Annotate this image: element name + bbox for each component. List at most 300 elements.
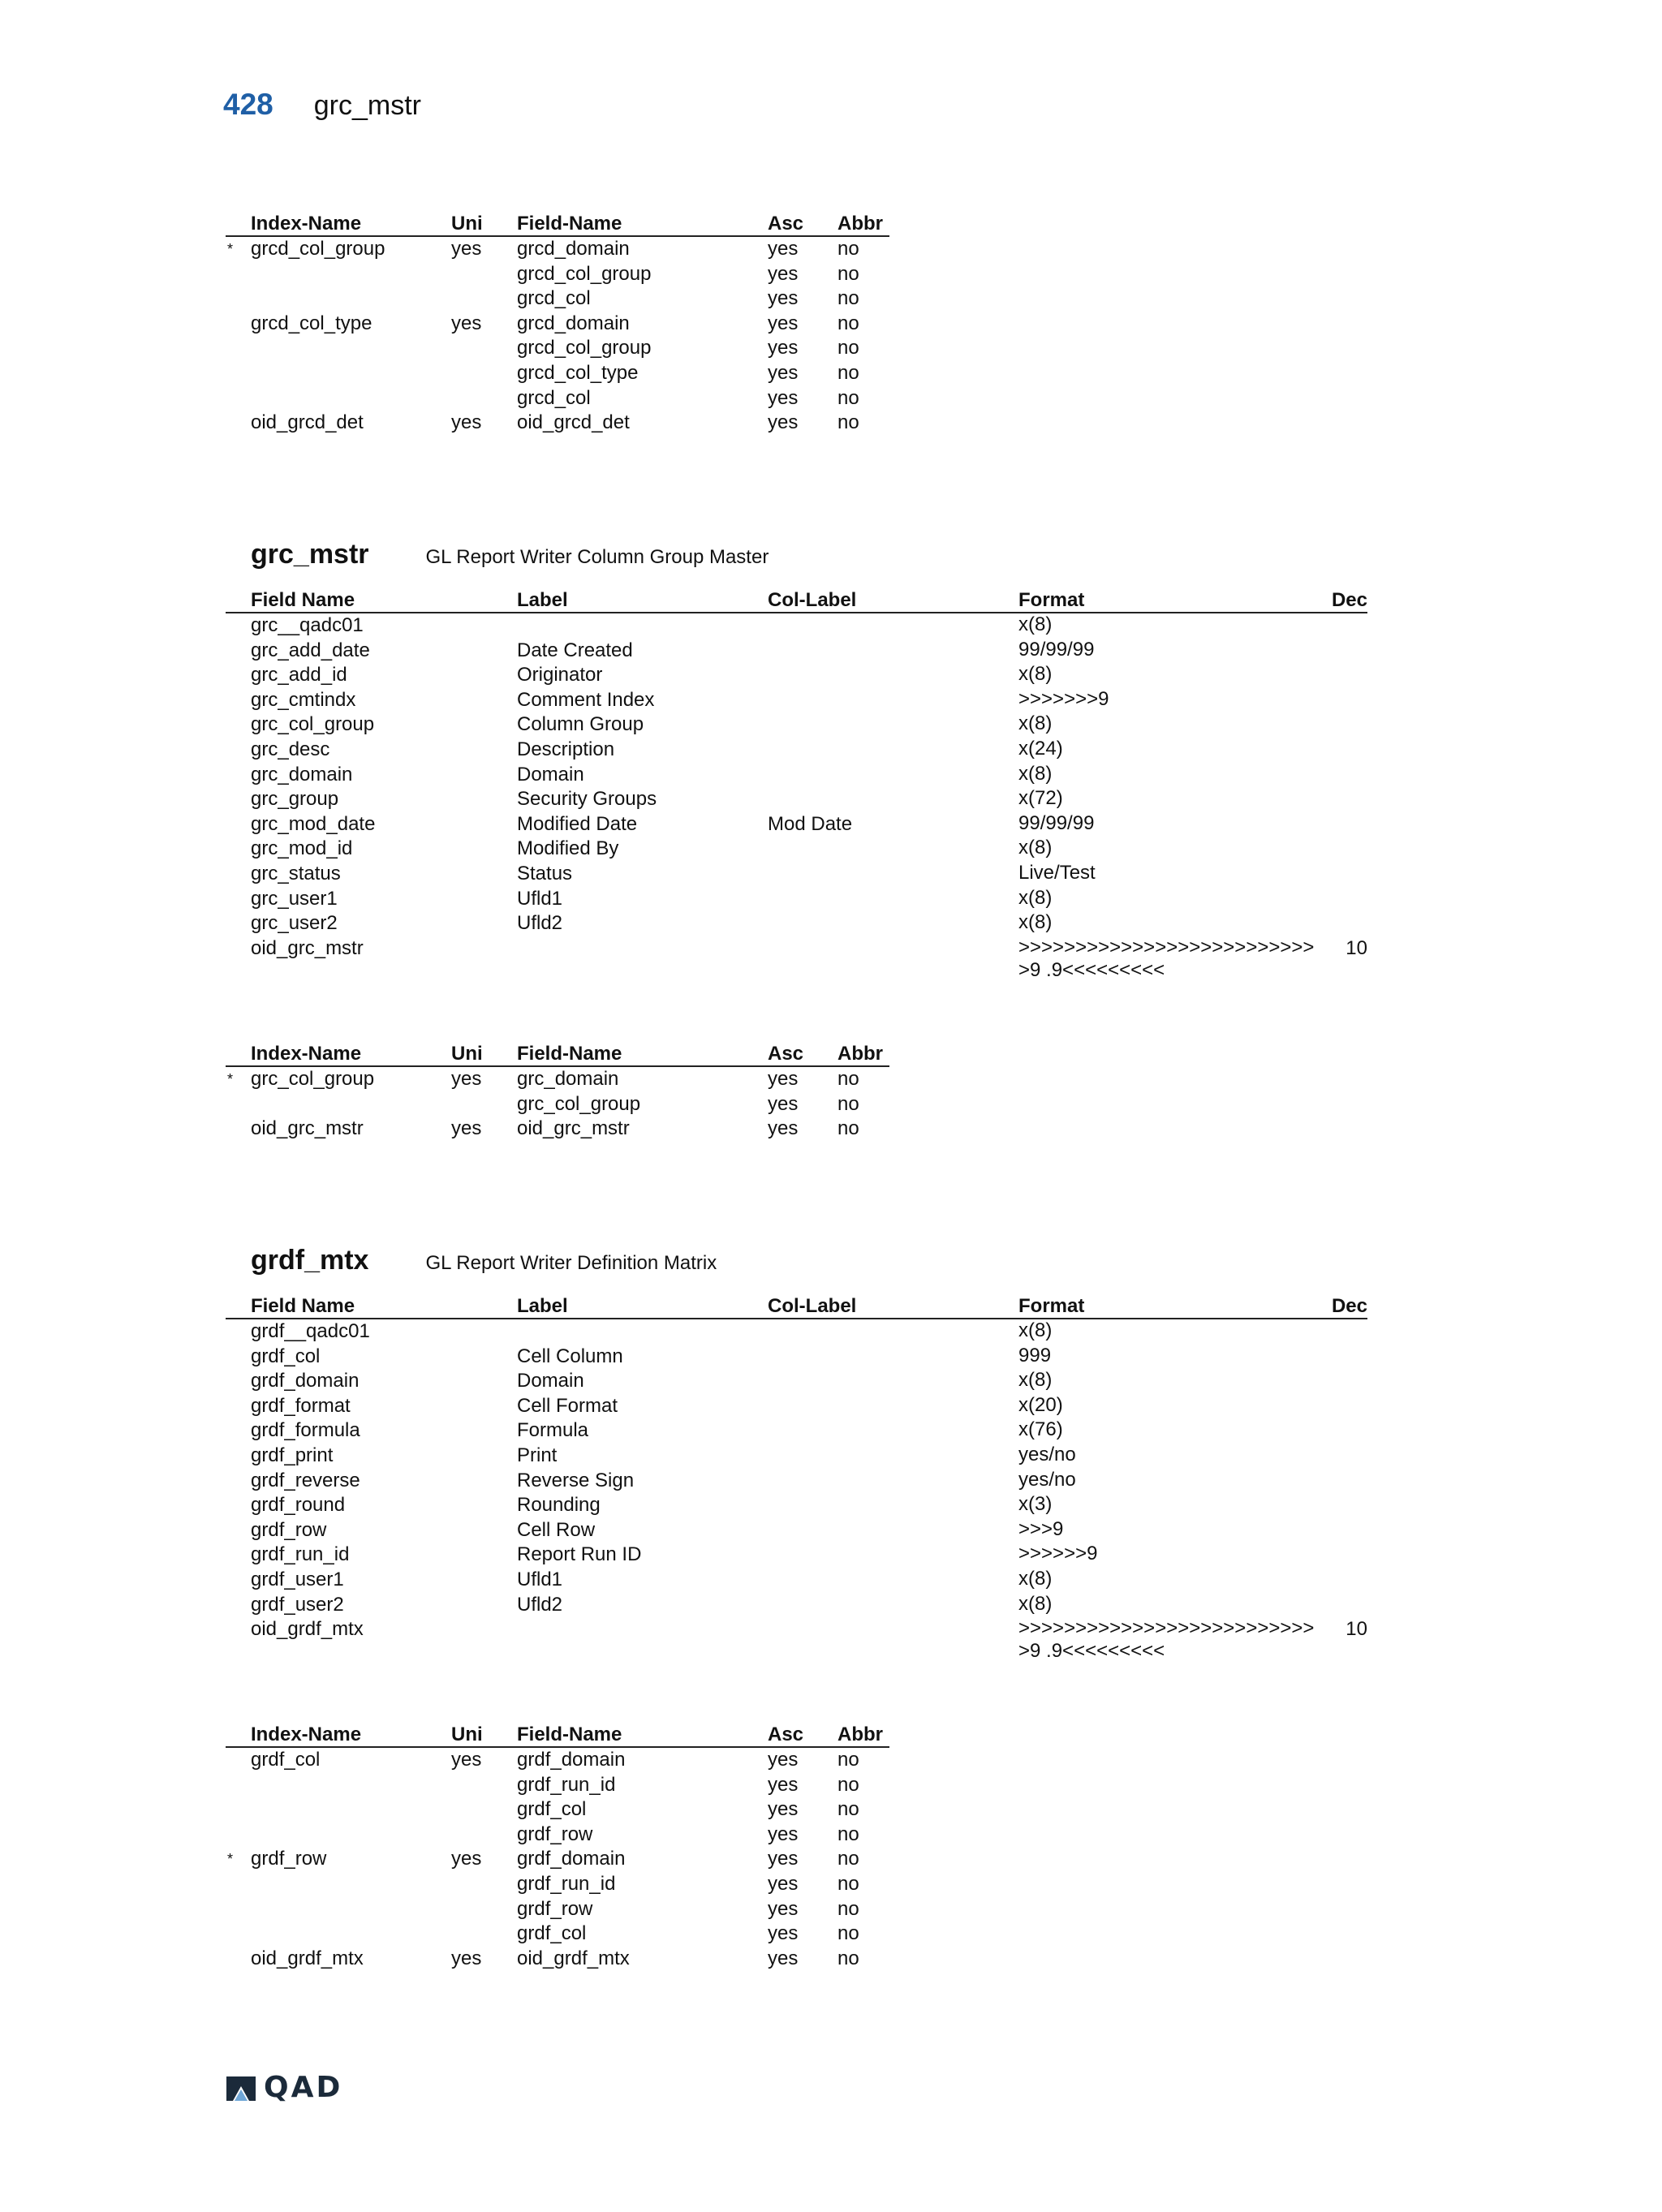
- field-name: grdf_reverse: [251, 1469, 360, 1491]
- dec-header: Dec: [1319, 589, 1367, 613]
- primary-index-marker: [226, 336, 251, 361]
- abbreviated-flag: no: [837, 1897, 859, 1920]
- abbr-header: Abbr: [837, 1724, 889, 1747]
- column-label: [768, 887, 1018, 912]
- field-row: [226, 1418, 1367, 1444]
- field-row: [226, 639, 1367, 664]
- index-row: [226, 312, 889, 337]
- field-format: >>>>>>9: [1018, 1543, 1098, 1565]
- field-row: [226, 688, 1367, 713]
- field-name: grc_status: [251, 862, 341, 884]
- index-name: grdf_col: [251, 1749, 321, 1771]
- field-row: [226, 1617, 1367, 1663]
- abbreviated-flag: no: [837, 411, 859, 434]
- column-label: [768, 688, 1018, 713]
- index-row: [226, 1947, 889, 1972]
- primary-index-marker: [226, 1797, 251, 1823]
- index-name: [251, 1922, 451, 1947]
- field-format: x(8): [1018, 1567, 1053, 1590]
- field-label: Print: [517, 1444, 558, 1466]
- ascending-flag: yes: [768, 1897, 799, 1920]
- field-name: oid_grdf_mtx: [251, 1618, 364, 1641]
- index-name: [251, 1773, 451, 1798]
- section-heading-grc-mstr: [251, 539, 769, 570]
- field-label: Ufld2: [517, 1593, 563, 1616]
- field-format: x(8): [1018, 911, 1053, 934]
- decimals: [1319, 1568, 1367, 1593]
- decimals: [1319, 1543, 1367, 1568]
- index-row: [226, 386, 889, 411]
- primary-index-marker: [226, 1747, 251, 1773]
- column-label: [768, 1345, 1018, 1370]
- field-name-header: Field-Name: [517, 1724, 768, 1747]
- field-row: [226, 613, 1367, 639]
- decimals: [1319, 1493, 1367, 1518]
- abbreviated-flag: no: [837, 1872, 859, 1895]
- field-name: grdf_domain: [517, 1749, 626, 1771]
- dec-header: Dec: [1319, 1295, 1367, 1319]
- field-name: grdf_domain: [517, 1848, 626, 1870]
- decimals: [1319, 1369, 1367, 1394]
- table-description: GL Report Writer Column Group Master: [425, 546, 769, 568]
- index-name: [251, 1897, 451, 1922]
- field-format: x(8): [1018, 613, 1053, 635]
- format-header: Format: [1018, 1295, 1319, 1319]
- index-row: [226, 1747, 889, 1773]
- index-row: [226, 411, 889, 436]
- field-name-header: Field Name: [251, 1295, 517, 1319]
- index-name: grdf_row: [251, 1848, 327, 1870]
- unique-flag: [451, 361, 517, 386]
- primary-index-marker: [226, 1823, 251, 1848]
- unique-flag: yes: [451, 1749, 482, 1771]
- field-name-header: Field-Name: [517, 213, 768, 236]
- field-name: grc_group: [251, 788, 339, 811]
- column-label: [768, 738, 1018, 763]
- field-row: [226, 738, 1367, 763]
- label-header: Label: [517, 1295, 768, 1319]
- field-row: [226, 1369, 1367, 1394]
- ascending-flag: yes: [768, 411, 799, 434]
- decimals: [1319, 812, 1367, 837]
- abbreviated-flag: no: [837, 287, 859, 310]
- index-row: [226, 1897, 889, 1922]
- table-name: grdf_mtx: [251, 1245, 369, 1276]
- field-format: x(3): [1018, 1493, 1053, 1516]
- field-format: >>>>>>>>>>>>>>>>>>>>>>>>>>>9 .9<<<<<<<<<: [1018, 1617, 1315, 1663]
- field-label: Date Created: [517, 639, 633, 661]
- field-name: grdf__qadc01: [251, 1320, 370, 1342]
- ascending-flag: yes: [768, 1092, 799, 1115]
- field-name: grcd_col_group: [517, 262, 652, 285]
- column-label: [768, 1493, 1018, 1518]
- decimals: 10: [1346, 1618, 1367, 1641]
- field-format: x(8): [1018, 663, 1053, 686]
- index-row: [226, 286, 889, 312]
- index-name: oid_grdf_mtx: [251, 1947, 364, 1969]
- field-row: [226, 1469, 1367, 1494]
- abbreviated-flag: no: [837, 1848, 859, 1870]
- column-label: [768, 663, 1018, 688]
- index-name-header: Index-Name: [251, 213, 451, 236]
- unique-flag: [451, 1797, 517, 1823]
- column-label: [768, 1469, 1018, 1494]
- field-name-header: Field Name: [251, 589, 517, 613]
- field-name: grdf_formula: [251, 1419, 360, 1442]
- field-format: x(24): [1018, 737, 1063, 760]
- decimals: [1319, 613, 1367, 639]
- field-format: x(8): [1018, 1369, 1053, 1392]
- index-name: [251, 1823, 451, 1848]
- asc-header: Asc: [768, 213, 837, 236]
- page-header: [223, 88, 421, 131]
- field-name: grcd_col_group: [517, 337, 652, 359]
- ascending-flag: yes: [768, 361, 799, 384]
- index-header-row: [226, 1043, 889, 1066]
- field-row: [226, 1345, 1367, 1370]
- field-name: grcd_col_type: [517, 361, 639, 384]
- field-row: [226, 1593, 1367, 1618]
- ascending-flag: yes: [768, 262, 799, 285]
- ascending-flag: yes: [768, 1947, 799, 1969]
- index-name: oid_grc_mstr: [251, 1117, 364, 1140]
- grcd-det-index-table: [226, 213, 889, 436]
- decimals: [1319, 1319, 1367, 1345]
- field-name: grcd_col: [517, 287, 591, 310]
- index-row: [226, 1117, 889, 1142]
- field-format: x(20): [1018, 1393, 1063, 1416]
- asc-header: Asc: [768, 1724, 837, 1747]
- abbreviated-flag: no: [837, 1068, 859, 1090]
- decimals: [1319, 712, 1367, 738]
- index-row: [226, 1066, 889, 1092]
- ascending-flag: yes: [768, 287, 799, 310]
- index-name: [251, 336, 451, 361]
- decimals: [1319, 1593, 1367, 1618]
- unique-flag: yes: [451, 411, 482, 434]
- index-name: [251, 1092, 451, 1117]
- decimals: 10: [1346, 936, 1367, 959]
- ascending-flag: yes: [768, 1749, 799, 1771]
- format-header: Format: [1018, 589, 1319, 613]
- field-label: Status: [517, 862, 573, 884]
- column-label: [768, 862, 1018, 887]
- field-row: [226, 911, 1367, 936]
- field-label: Column Group: [517, 713, 644, 736]
- decimals: [1319, 1345, 1367, 1370]
- field-name: grc_col_group: [251, 713, 375, 736]
- index-row: [226, 1922, 889, 1947]
- primary-index-marker: [226, 262, 251, 287]
- ascending-flag: yes: [768, 337, 799, 359]
- field-format: x(8): [1018, 1319, 1053, 1341]
- abbreviated-flag: no: [837, 1947, 859, 1969]
- logo-text: QAD: [264, 2071, 343, 2104]
- unique-flag: yes: [451, 1068, 482, 1090]
- abbreviated-flag: no: [837, 1749, 859, 1771]
- field-format: 99/99/99: [1018, 638, 1095, 661]
- index-name: oid_grcd_det: [251, 411, 364, 434]
- primary-index-marker: [226, 411, 251, 436]
- decimals: [1319, 911, 1367, 936]
- primary-index-marker: *: [227, 241, 234, 257]
- primary-index-marker: [226, 1773, 251, 1798]
- field-label: [517, 613, 768, 639]
- field-label: Rounding: [517, 1494, 601, 1517]
- field-label: Report Run ID: [517, 1543, 642, 1566]
- field-label: [517, 1617, 768, 1663]
- field-name: grc_user1: [251, 887, 338, 910]
- abbreviated-flag: no: [837, 1798, 859, 1821]
- column-label: [768, 639, 1018, 664]
- primary-index-marker: [226, 361, 251, 386]
- field-row: [226, 712, 1367, 738]
- ascending-flag: yes: [768, 1117, 799, 1140]
- ascending-flag: yes: [768, 1922, 799, 1945]
- primary-index-marker: [226, 1922, 251, 1947]
- table-name: grc_mstr: [251, 539, 369, 570]
- abbreviated-flag: no: [837, 1823, 859, 1845]
- field-format: >>>>>>>9: [1018, 687, 1109, 710]
- decimals: [1319, 688, 1367, 713]
- field-format: x(8): [1018, 886, 1053, 909]
- primary-index-marker: [226, 1117, 251, 1142]
- index-row: [226, 1092, 889, 1117]
- column-label: [768, 1444, 1018, 1469]
- index-row: [226, 336, 889, 361]
- abbreviated-flag: no: [837, 1117, 859, 1140]
- field-row: [226, 1444, 1367, 1469]
- field-label: Originator: [517, 664, 603, 686]
- index-name: [251, 286, 451, 312]
- index-row: [226, 361, 889, 386]
- uni-header: Uni: [451, 1043, 517, 1066]
- index-name: grcd_col_group: [251, 238, 385, 260]
- index-row: [226, 1847, 889, 1872]
- field-row: [226, 936, 1367, 982]
- index-name: grcd_col_type: [251, 312, 372, 334]
- decimals: [1319, 763, 1367, 788]
- field-name: grdf_row: [517, 1897, 593, 1920]
- index-row: [226, 236, 889, 262]
- field-row: [226, 887, 1367, 912]
- index-row: [226, 1797, 889, 1823]
- index-name-header: Index-Name: [251, 1724, 451, 1747]
- field-row: [226, 1518, 1367, 1543]
- unique-flag: yes: [451, 238, 482, 260]
- decimals: [1319, 887, 1367, 912]
- field-format: yes/no: [1018, 1443, 1076, 1465]
- field-format: yes/no: [1018, 1468, 1076, 1491]
- column-label: [768, 1568, 1018, 1593]
- primary-index-marker: [226, 1092, 251, 1117]
- field-row: [226, 663, 1367, 688]
- abbr-header: Abbr: [837, 213, 889, 236]
- abbreviated-flag: no: [837, 1773, 859, 1796]
- field-name-header: Field-Name: [517, 1043, 768, 1066]
- column-label: [768, 613, 1018, 639]
- field-name: grdf_run_id: [517, 1872, 616, 1895]
- field-label: Comment Index: [517, 688, 655, 711]
- column-label: [768, 1593, 1018, 1618]
- unique-flag: [451, 1092, 517, 1117]
- index-name: [251, 1797, 451, 1823]
- index-name: [251, 262, 451, 287]
- decimals: [1319, 639, 1367, 664]
- qad-logo-icon: [225, 2073, 257, 2102]
- column-label: [768, 911, 1018, 936]
- column-label: Mod Date: [768, 812, 853, 835]
- index-name: [251, 1872, 451, 1897]
- decimals: [1319, 738, 1367, 763]
- column-label: [768, 936, 1018, 982]
- decimals: [1319, 837, 1367, 862]
- field-format: x(8): [1018, 1592, 1053, 1615]
- uni-header: Uni: [451, 213, 517, 236]
- unique-flag: [451, 336, 517, 361]
- field-name: grc_cmtindx: [251, 688, 356, 711]
- field-name: oid_grc_mstr: [517, 1117, 630, 1140]
- abbreviated-flag: no: [837, 1092, 859, 1115]
- decimals: [1319, 1518, 1367, 1543]
- decimals: [1319, 862, 1367, 887]
- field-name: grc__qadc01: [251, 614, 364, 636]
- primary-index-marker: *: [227, 1071, 234, 1087]
- field-label: Modified By: [517, 837, 619, 860]
- field-label: Modified Date: [517, 812, 638, 835]
- column-label: [768, 763, 1018, 788]
- grdf-mtx-index-table: [226, 1724, 889, 1971]
- field-name: grcd_domain: [517, 238, 630, 260]
- field-label: Cell Row: [517, 1518, 596, 1541]
- field-row: [226, 1543, 1367, 1568]
- field-format: x(8): [1018, 837, 1053, 859]
- field-label: Ufld1: [517, 1568, 563, 1590]
- field-name: grc_user2: [251, 912, 338, 935]
- field-name: grc_domain: [517, 1068, 619, 1090]
- ascending-flag: yes: [768, 1823, 799, 1845]
- unique-flag: [451, 1922, 517, 1947]
- decimals: [1319, 787, 1367, 812]
- grc-mstr-index-table: [226, 1043, 889, 1142]
- field-format: x(76): [1018, 1418, 1063, 1441]
- abbreviated-flag: no: [837, 312, 859, 334]
- decimals: [1319, 663, 1367, 688]
- field-name: oid_grc_mstr: [251, 936, 364, 959]
- ascending-flag: yes: [768, 1773, 799, 1796]
- index-header-row: [226, 1724, 889, 1747]
- field-format: 99/99/99: [1018, 811, 1095, 834]
- field-header-row: [226, 1295, 1367, 1319]
- column-label: [768, 1518, 1018, 1543]
- field-name: grc_mod_id: [251, 837, 353, 860]
- unique-flag: yes: [451, 312, 482, 334]
- field-name: grdf_run_id: [517, 1773, 616, 1796]
- col-label-header: Col-Label: [768, 589, 1018, 613]
- index-header-row: [226, 213, 889, 236]
- index-name: [251, 386, 451, 411]
- field-label: Reverse Sign: [517, 1469, 635, 1491]
- unique-flag: yes: [451, 1848, 482, 1870]
- ascending-flag: yes: [768, 1068, 799, 1090]
- col-label-header: Col-Label: [768, 1295, 1018, 1319]
- field-name: grcd_col: [517, 386, 591, 409]
- abbreviated-flag: no: [837, 361, 859, 384]
- column-label: [768, 1369, 1018, 1394]
- primary-index-marker: [226, 1897, 251, 1922]
- abbreviated-flag: no: [837, 262, 859, 285]
- index-row: [226, 262, 889, 287]
- column-label: [768, 1394, 1018, 1419]
- page-title: grc_mstr: [313, 90, 421, 121]
- ascending-flag: yes: [768, 1848, 799, 1870]
- field-name: grc_domain: [251, 763, 353, 785]
- field-name: grdf_col: [517, 1922, 587, 1945]
- field-row: [226, 862, 1367, 887]
- uni-header: Uni: [451, 1724, 517, 1747]
- field-format: 999: [1018, 1344, 1052, 1366]
- decimals: [1319, 1394, 1367, 1419]
- ascending-flag: yes: [768, 312, 799, 334]
- field-label: Domain: [517, 763, 584, 785]
- field-label: [517, 1319, 768, 1345]
- field-name: grdf_round: [251, 1494, 346, 1517]
- field-name: grc_mod_date: [251, 812, 376, 835]
- unique-flag: [451, 1897, 517, 1922]
- field-label: Cell Format: [517, 1394, 618, 1417]
- field-row: [226, 787, 1367, 812]
- ascending-flag: yes: [768, 386, 799, 409]
- index-name: [251, 361, 451, 386]
- field-name: grdf_run_id: [251, 1543, 350, 1566]
- field-name: grdf_row: [251, 1518, 327, 1541]
- qad-logo: [225, 2071, 342, 2104]
- field-name: grdf_row: [517, 1823, 593, 1845]
- index-row: [226, 1823, 889, 1848]
- field-name: grdf_col: [251, 1345, 321, 1367]
- index-name-header: Index-Name: [251, 1043, 451, 1066]
- field-name: grdf_user1: [251, 1568, 344, 1590]
- field-row: [226, 1568, 1367, 1593]
- unique-flag: [451, 286, 517, 312]
- grc-mstr-field-table: [226, 589, 1367, 982]
- field-label: Formula: [517, 1419, 589, 1442]
- section-heading-grdf-mtx: [251, 1245, 717, 1276]
- field-row: [226, 1493, 1367, 1518]
- ascending-flag: yes: [768, 238, 799, 260]
- unique-flag: [451, 262, 517, 287]
- decimals: [1319, 1444, 1367, 1469]
- page-number: 428: [223, 88, 273, 121]
- table-description: GL Report Writer Definition Matrix: [425, 1252, 717, 1274]
- unique-flag: [451, 1872, 517, 1897]
- ascending-flag: yes: [768, 1872, 799, 1895]
- field-format: x(72): [1018, 787, 1063, 810]
- field-format: x(8): [1018, 712, 1053, 735]
- abbr-header: Abbr: [837, 1043, 889, 1066]
- grdf-mtx-field-table: [226, 1295, 1367, 1663]
- field-name: grc_add_date: [251, 639, 370, 661]
- field-format: >>>>>>>>>>>>>>>>>>>>>>>>>>>9 .9<<<<<<<<<: [1018, 936, 1315, 981]
- column-label: [768, 1319, 1018, 1345]
- decimals: [1319, 1469, 1367, 1494]
- field-label: Domain: [517, 1370, 584, 1392]
- field-name: grcd_domain: [517, 312, 630, 334]
- field-row: [226, 763, 1367, 788]
- field-name: grdf_col: [517, 1798, 587, 1821]
- field-label: [517, 936, 768, 982]
- field-row: [226, 1394, 1367, 1419]
